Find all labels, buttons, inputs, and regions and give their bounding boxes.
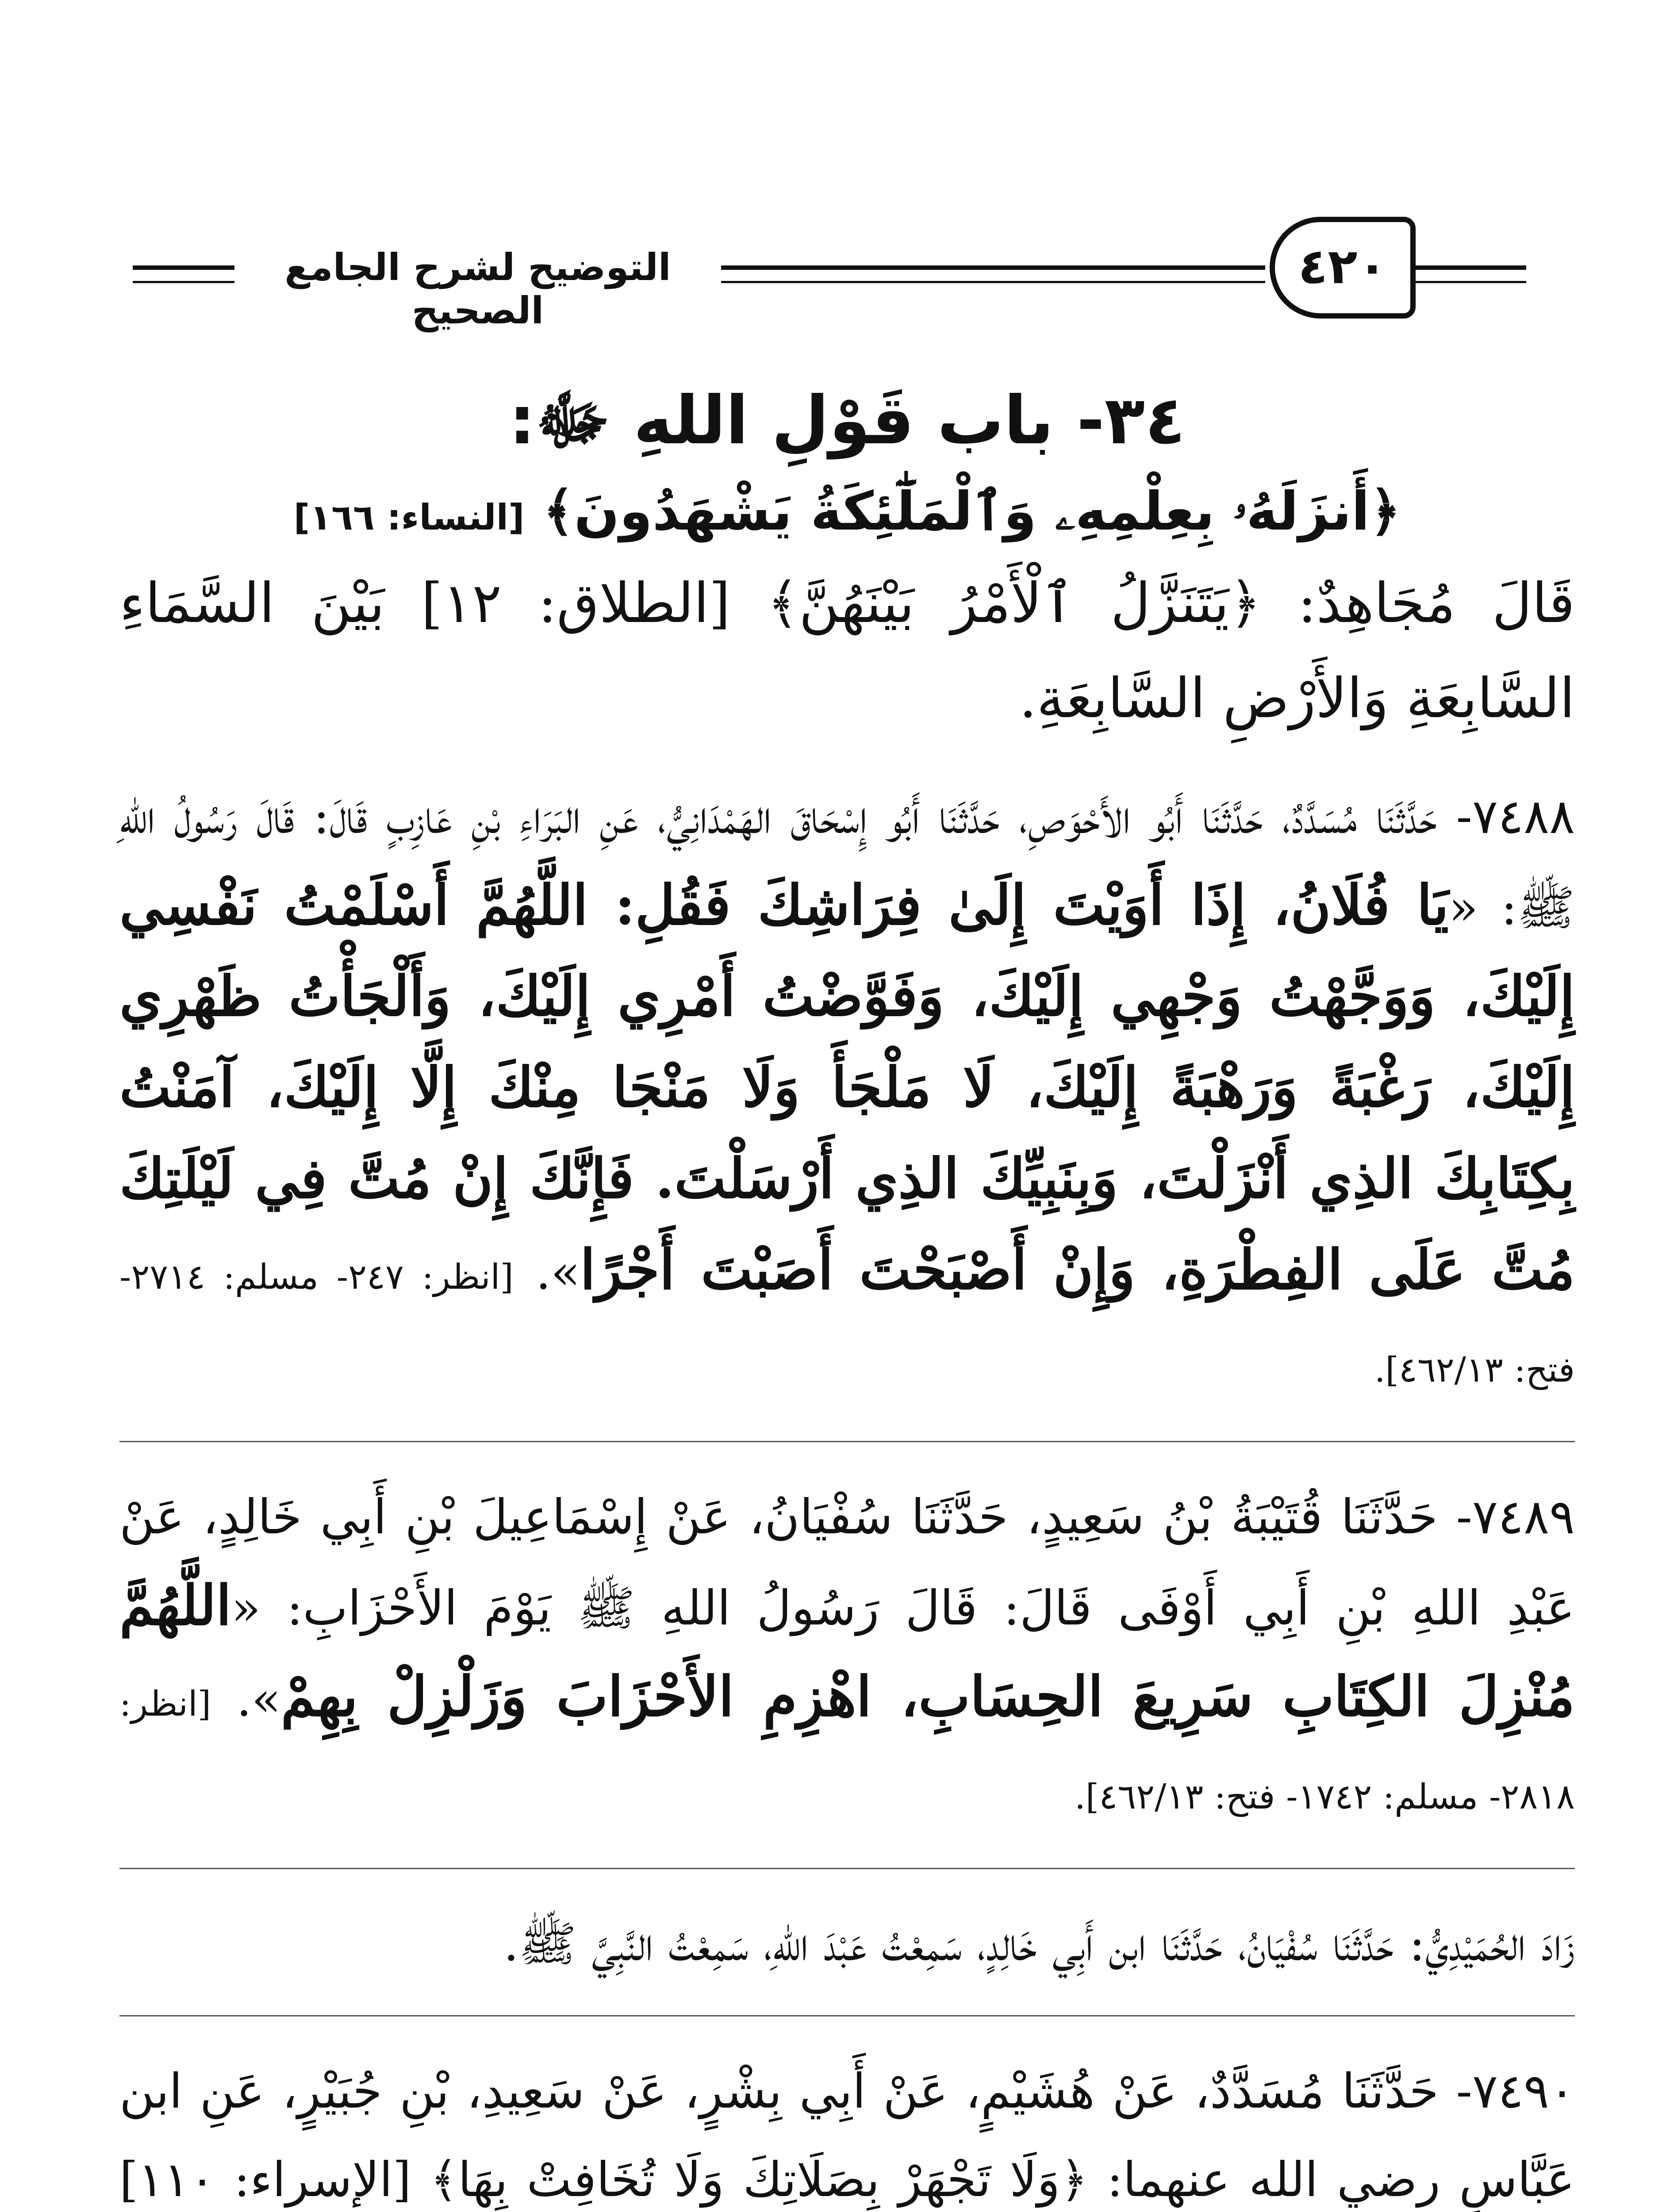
hadith-7489-matn: اللَّهُمَّ مُنْزِلَ الكِتَابِ سَرِيعَ الحِسَابِ، اهْزِمِ الأَحْزَابَ وَزَلْزِلْ بِهِمْ xyxy=(119,1574,1575,1729)
hadith-7488-matn: يَا فُلَانُ، إِذَا أَوَيْتَ إِلَىٰ فِرَاشِكَ فَقُلِ: اللَّهُمَّ أَسْلَمْتُ نَفْسِي إِلَيْكَ، وَوَجَّهْتُ وَجْهِي إِلَيْكَ، وَفَوَّضْتُ أَمْرِي إِلَيْكَ، وَأَلْجَأْتُ ظَهْرِي إِلَيْكَ، رَغْبَةً وَرَهْبَةً إِلَيْكَ، لَا مَلْجَأَ وَلَا مَنْجَا مِنْكَ إِلَّا إِلَيْكَ، آمَنْتُ بِكِتَابِكَ الذِي أَنْزَلْتَ، وَبِنَبِيِّكَ الذِي أَرْسَلْتَ. فَإِنَّكَ إِنْ مُتَّ فِي لَيْلَتِكَ مُتَّ عَلَى الفِطْرَةِ، وَإِنْ أَصْبَحْتَ أَصَبْتَ أَجْرًا xyxy=(119,873,1575,1302)
section-divider xyxy=(119,1441,1575,1442)
header-rule-end-thin xyxy=(1416,281,1526,283)
mujahid-text-b: [الطلاق: ١٢] بَيْنَ السَّمَاءِ السَّابِعَةِ وَالأَرْضِ السَّابِعَةِ. xyxy=(119,572,1575,730)
verse-reference: [النساء: ١٦٦] xyxy=(293,497,525,538)
book-title: التوضيح لشرح الجامع الصحيح xyxy=(284,246,671,332)
chapter-verse xyxy=(119,481,1575,543)
hadith-7490-part2: [الإسراء: ١١٠] xyxy=(119,2152,411,2208)
hadith-7490-part1: ٧٤٩٠- حَدَّثَنَا مُسَدَّدٌ، عَنْ هُشَيْمٍ، عَنْ أَبِي بِشْرٍ، عَنْ سَعِيدِ، بْنِ جُبَيْرٍ، عَنِ ابن عَبَّاسٍ رضي الله عنهما: xyxy=(119,2064,1575,2208)
chapter-title: ٣٤- باب قَوْلِ اللهِ ﷻ: xyxy=(509,382,1186,459)
hadith-7488-close: ». xyxy=(513,1245,580,1300)
mujahid-verse: ﴿يَتَنَزَّلُ ٱلْأَمْرُ بَيْنَهُنَّ﴾ xyxy=(767,572,1262,635)
section-divider xyxy=(119,1868,1575,1869)
header-rule-right-thin xyxy=(721,281,1265,283)
header-rule-end xyxy=(1416,265,1526,270)
header-rule-left xyxy=(133,265,234,270)
humaydi-addition: زَادَ الحُمَيْدِيُّ: حَدَّثَنَا سُفْيَانُ، حَدَّثَنَا ابن أَبِي خَالِدٍ، سَمِعْتُ عَبْدَ اللهِ، سَمِعْتُ النَّبِيَّ ﷺ. xyxy=(503,1916,1575,1972)
hadith-7488-isnad: ٧٤٨٨- حَدَّثَنَا مُسَدَّدٌ، حَدَّثَنَا أَبُو الأَحْوَصِ، حَدَّثَنَا أَبُو إِسْحَاقَ الهَمْدَانِيُّ، عَنِ البَرَاءِ بْنِ عَازِبٍ قَالَ: قَالَ رَسُولُ اللهِ ﷺ: « xyxy=(119,789,1575,936)
mujahid-text-a: قَالَ مُجَاهِدٌ: xyxy=(1261,572,1575,635)
verse-text: ﴿أَنزَلَهُۥ بِعِلْمِهِۦ وَٱلْمَلَٰٓئِكَةُ يَشْهَدُونَ﴾ xyxy=(543,481,1401,542)
running-header xyxy=(0,0,1670,336)
hadith-7490 xyxy=(119,2047,1575,2212)
section-divider xyxy=(119,2015,1575,2016)
hadith-7488 xyxy=(119,773,1575,1414)
header-rule-right xyxy=(721,265,1265,270)
hadith-7489-isnad: ٧٤٨٩- حَدَّثَنَا قُتَيْبَةُ بْنُ سَعِيدٍ، حَدَّثَنَا سُفْيَانُ، عَنْ إِسْمَاعِيلَ بْنِ أَبِي خَالِدٍ، عَنْ عَبْدِ اللهِ بْنِ أَبِي أَوْفَى قَالَ: قَالَ رَسُولُ اللهِ ﷺ يَوْمَ الأَحْزَابِ: « xyxy=(119,1490,1575,1636)
page-body xyxy=(119,363,1575,2212)
hadith-7490-verse1: ﴿وَلَا تَجْهَرْ بِصَلَاتِكَ وَلَا تُخَافِتْ بِهَا﴾ xyxy=(430,2152,1088,2208)
mujahid-paragraph xyxy=(119,556,1575,746)
hadith-7489 xyxy=(119,1473,1575,1841)
hadith-7489-close: ». xyxy=(211,1672,281,1727)
hadith-7489-refs: [انظر: ٢٨١٨- مسلم: ١٧٤٢- فتح: ٤٦٢/١٣]. xyxy=(119,1684,1575,1817)
page-number: ٤٢٠ xyxy=(1270,217,1416,319)
header-rule-left-thin xyxy=(133,281,234,283)
hadith-7488-refs: [انظر: ٢٤٧- مسلم: ٢٧١٤- فتح: ٤٦٢/١٣]. xyxy=(119,1257,1575,1390)
